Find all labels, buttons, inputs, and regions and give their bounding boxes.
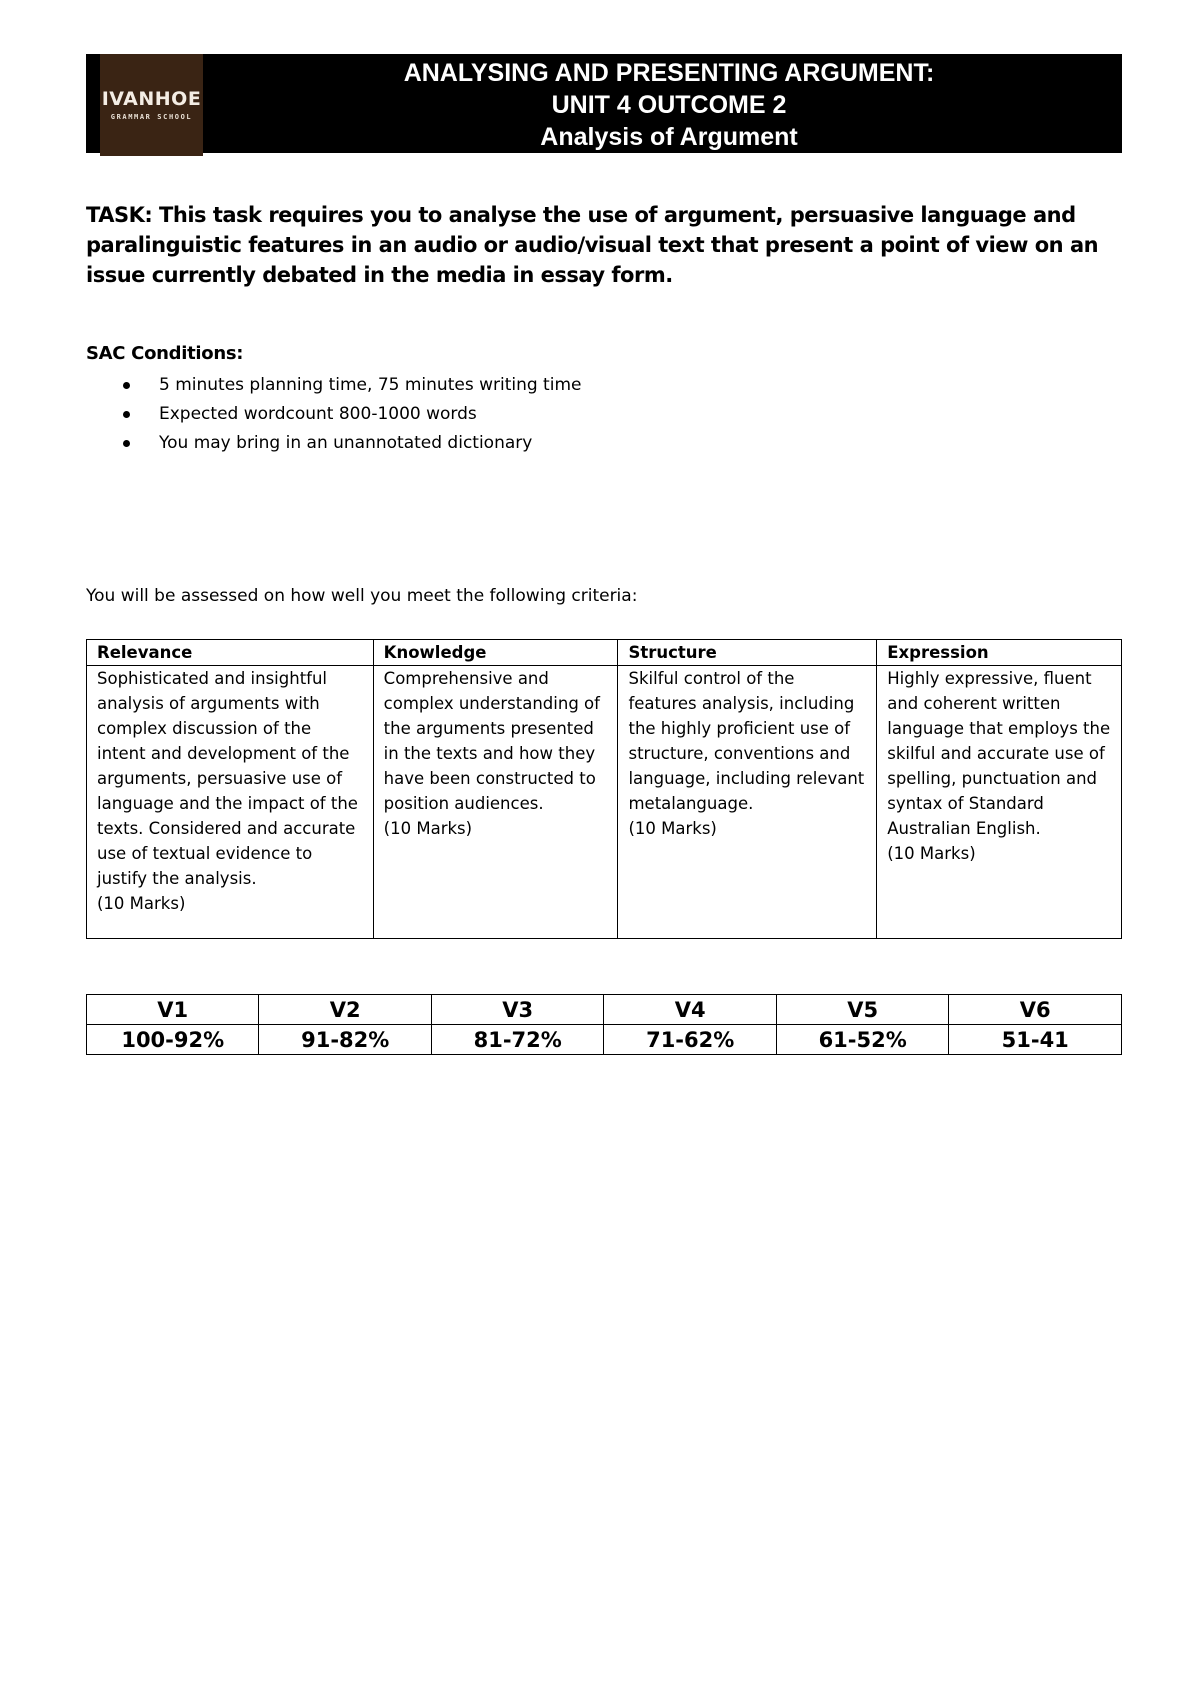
grade-range: 61-52% — [776, 1025, 948, 1055]
grade-label: V5 — [776, 995, 948, 1025]
criterion-description: Highly expressive, fluent and coherent written language that employs the skilful and accurate use of spelling, punctuation and syntax of Standard Australian English. — [887, 669, 1111, 838]
grade-range: 51-41 — [949, 1025, 1122, 1055]
criterion-description: Comprehensive and complex understanding of the arguments presented in the texts and how they have been constructed to position audiences. — [383, 669, 600, 813]
grade-range: 71-62% — [604, 1025, 776, 1055]
school-logo — [100, 54, 203, 156]
grade-range: 100-92% — [87, 1025, 259, 1055]
table-header-row — [87, 640, 1122, 666]
sac-conditions-heading: SAC Conditions: — [86, 343, 244, 364]
title-line-3: Analysis of Argument — [540, 123, 798, 151]
criterion-marks: (10 Marks) — [97, 894, 186, 913]
list-item: Expected wordcount 800-1000 words — [120, 400, 581, 429]
document-header — [86, 54, 1122, 153]
grade-range: 91-82% — [259, 1025, 431, 1055]
column-header-relevance: Relevance — [87, 640, 374, 666]
grade-scale-table — [86, 994, 1122, 1055]
grade-range-row — [87, 1025, 1122, 1055]
task-description: TASK: This task requires you to analyse the use of argument, persuasive language and paralinguistic features in an audio or audio/visual text that present a point of view on an issue currently debated in the media in essay form. — [86, 203, 1099, 287]
expression-cell — [877, 666, 1122, 939]
grade-label: V3 — [431, 995, 603, 1025]
grade-label: V4 — [604, 995, 776, 1025]
document-title — [216, 57, 1122, 153]
list-item: 5 minutes planning time, 75 minutes writing time — [120, 371, 581, 400]
grade-label: V1 — [87, 995, 259, 1025]
criteria-table — [86, 639, 1122, 939]
logo-name: IVANHOE — [101, 87, 202, 110]
grade-range: 81-72% — [431, 1025, 603, 1055]
column-header-knowledge: Knowledge — [373, 640, 618, 666]
grade-label: V2 — [259, 995, 431, 1025]
grade-label-row — [87, 995, 1122, 1025]
column-header-structure: Structure — [618, 640, 877, 666]
list-item: You may bring in an unannotated dictionary — [120, 429, 581, 458]
criteria-intro: You will be assessed on how well you meet the following criteria: — [86, 586, 638, 606]
structure-cell — [618, 666, 877, 939]
criterion-marks: (10 Marks) — [628, 819, 717, 838]
criterion-marks: (10 Marks) — [887, 844, 976, 863]
sac-conditions-list — [120, 371, 581, 458]
relevance-cell — [87, 666, 374, 939]
criterion-description: Skilful control of the features analysis, including the highly proficient use of structure, conventions and language, including relevant metalanguage. — [628, 669, 865, 813]
title-line-1: ANALYSING AND PRESENTING ARGUMENT: — [403, 59, 935, 87]
criterion-marks: (10 Marks) — [383, 819, 473, 838]
criterion-description: Sophisticated and insightful analysis of arguments with complex discussion of the intent and development of the arguments, persuasive use of language and the impact of the texts. Considered and accurate use of textual evidence to justify the analysis. — [97, 669, 358, 888]
table-row — [87, 666, 1122, 939]
column-header-expression: Expression — [877, 640, 1122, 666]
title-line-2: UNIT 4 OUTCOME 2 — [551, 91, 787, 119]
knowledge-cell — [373, 666, 618, 939]
grade-label: V6 — [949, 995, 1122, 1025]
logo-subtitle: GRAMMAR SCHOOL — [110, 112, 193, 121]
